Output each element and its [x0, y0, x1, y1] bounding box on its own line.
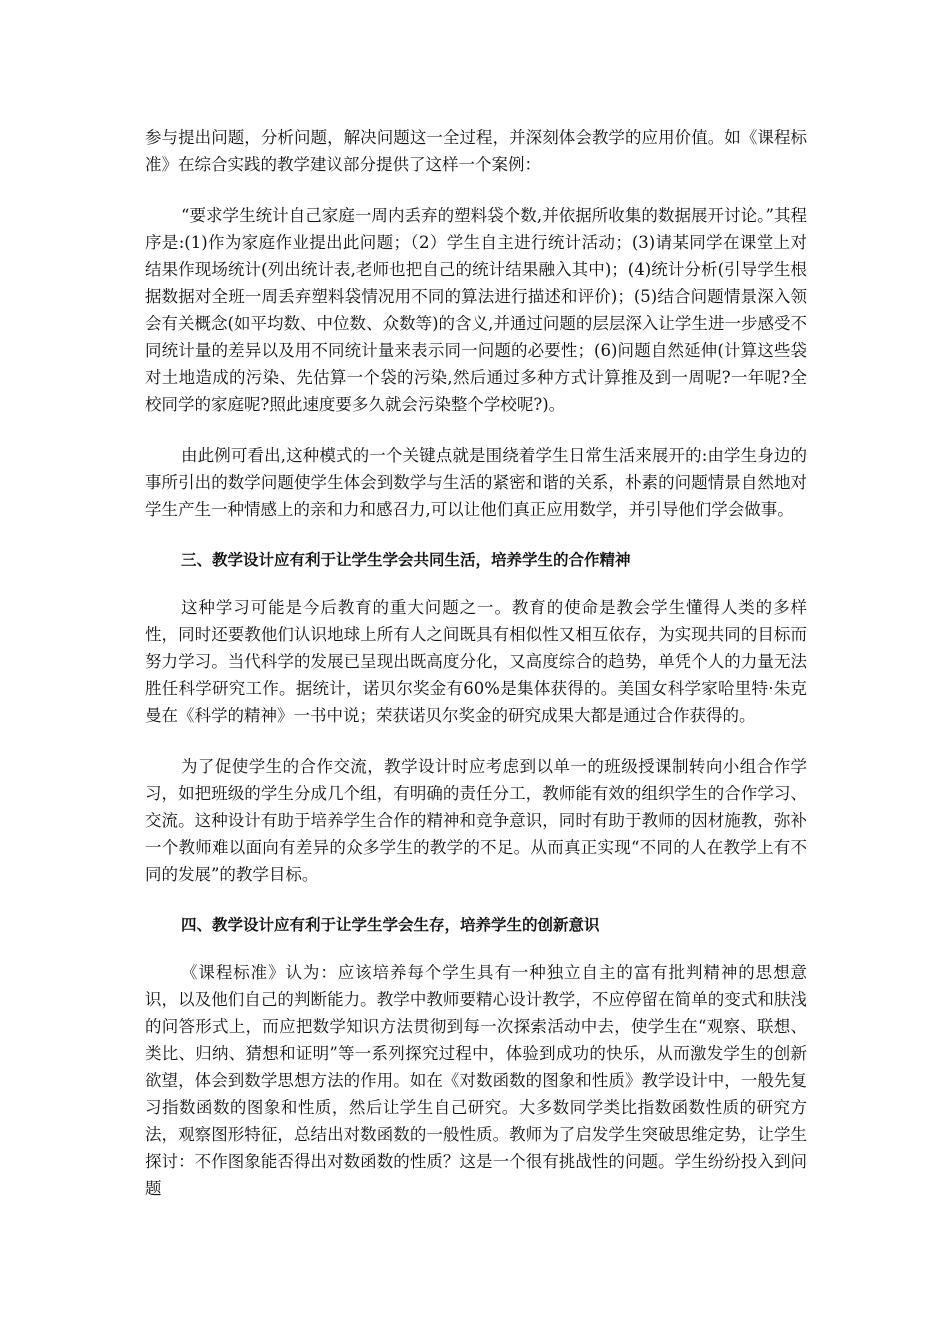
paragraph-intro: 参与提出问题，分析问题，解决问题这一全过程，并深刻体会教学的应用价值。如《课程标准》在综合实践的教学建议部分提供了这样一个案例： — [145, 128, 807, 174]
document-page — [145, 124, 807, 1202]
paragraph-group-learning: 为了促使学生的合作交流，教学设计时应考虑到以单一的班级授课制转向小组合作学习，如把班级的学生分成几个组，有明确的责任分工，教师能有效的组织学生的合作学习、交流。这种设计有助于培养学生合作的精神和竞争意识，同时有助于教师的因材施教，弥补一个教师难以面向有差异的众多学生的教学的不足。从而真正实现“不同的人在教学上有不同的发展”的教学目标。 — [145, 757, 807, 884]
paragraph-innovation: 《课程标准》认为：应该培养每个学生具有一种独立自主的富有批判精神的思想意识，以及他们自己的判断能力。教学中教师要精心设计教学，不应停留在简单的变式和肤浅的问答形式上，而应把数学知识方法贯彻到每一次探索活动中去，使学生在“观察、联想、类比、归纳、猜想和证明”等一系列探究过程中，体验到成功的快乐，从而激发学生的创新欲望，体会到数学思想方法的作用。如在《对数函数的图象和性质》教学设计中，一般先复习指数函数的图象和性质，然后让学生自己研究。大多数同学类比指数函数性质的研究方法，观察图形特征，总结出对数函数的一般性质。教师为了启发学生突破思维定势，让学生探讨：不作图象能否得出对数函数的性质？这是一个很有挑战性的问题。学生纷纷投入到问题 — [145, 963, 807, 1198]
paragraph-cooperation: 这种学习可能是今后教育的重大问题之一。教育的使命是教会学生懂得人类的多样性，同时还要教他们认识地球上所有人之间既具有相似性又相互依存，为实现共同的目标而努力学习。当代科学的发展已呈现出既高度分化，又高度综合的趋势，单凭个人的力量无法胜任科学研究工作。据统计，诺贝尔奖金有60%是集体获得的。美国女科学家哈里特·朱克曼在《科学的精神》一书中说；荣获诺贝尔奖金的研究成果大都是通过合作获得的。 — [145, 598, 807, 725]
paragraph-analysis: 由此例可看出,这种模式的一个关键点就是围绕着学生日常生活来展开的:由学生身边的事所引出的数学问题使学生体会到数学与生活的紧密和谐的关系，朴素的问题情景自然地对学生产生一种情感上的亲和力和感召力,可以让他们真正应用数学，并引导他们学会做事。 — [145, 446, 807, 519]
section-heading-3: 三、教学设计应有利于让学生学会共同生活，培养学生的合作精神 — [181, 551, 631, 569]
section-heading-4: 四、教学设计应有利于让学生学会生存，培养学生的创新意识 — [181, 916, 600, 934]
paragraph-case-study: “要求学生统计自己家庭一周内丢弃的塑料袋个数,并依据所收集的数据展开讨论。”其程序是:(1)作为家庭作业提出此问题；（2）学生自主进行统计活动；(3)请某同学在课堂上对结果作现场统计(列出统计表,老师也把自己的统计结果融入其中)；(4)统计分析(引导学生根据数据对全班一周丢弃塑料袋情况用不同的算法进行描述和评价)；(5)结合问题情景深入领会有关概念(如平均数、中位数、众数等)的含义,并通过问题的层层深入让学生进一步感受不同统计量的差异以及用不同统计量来表示同一问题的必要性；(6)问题自然延伸(计算这些袋对土地造成的污染、先估算一个袋的污染,然后通过多种方式计算推及到一周呢?一年呢?全校同学的家庭呢?照此速度要多久就会污染整个学校呢?)。 — [145, 206, 807, 414]
